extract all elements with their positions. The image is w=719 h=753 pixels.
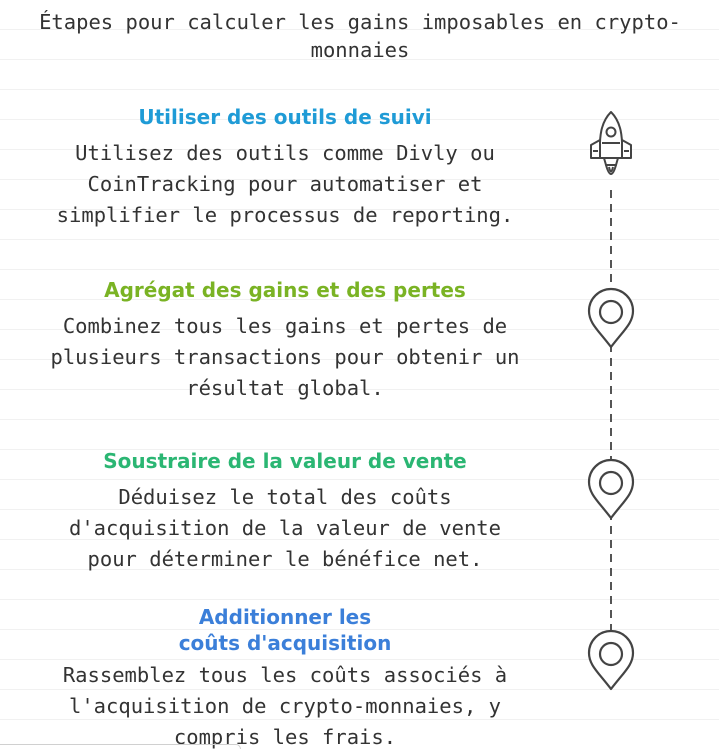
step-2-description: Combinez tous les gains et pertes de plusieurs transactions pour obtenir un résultat global. <box>50 314 520 400</box>
step-2-heading: Agrégat des gains et des pertes <box>104 278 466 302</box>
step-3 <box>50 448 520 575</box>
timeline <box>560 100 670 710</box>
step-1-description: Utilisez des outils comme Divly ou CoinTracking pour automatiser et simplifier le processus de reporting. <box>56 141 514 227</box>
step-4 <box>50 604 520 753</box>
map-pin-icon <box>589 631 633 689</box>
step-2 <box>50 277 520 404</box>
step-3-heading: Soustraire de la valeur de vente <box>103 449 467 473</box>
map-pin-icon <box>589 460 633 518</box>
step-4-description: Rassemblez tous les coûts associés à l'acquisition de crypto-monnaies, y compris les frais. <box>62 663 508 749</box>
map-pin-icon <box>589 289 633 347</box>
page-edge <box>0 744 241 749</box>
rocket-icon <box>591 112 631 174</box>
step-1-heading: Utiliser des outils de suivi <box>138 105 432 129</box>
step-1 <box>50 104 520 231</box>
step-3-description: Déduisez le total des coûts d'acquisition de la valeur de vente pour déterminer le bénéfice net. <box>69 485 501 571</box>
step-4-heading: Additionner les coûts d'acquisition <box>178 605 392 655</box>
diagram-title: Étapes pour calculer les gains imposables en crypto-monnaies <box>39 10 681 62</box>
